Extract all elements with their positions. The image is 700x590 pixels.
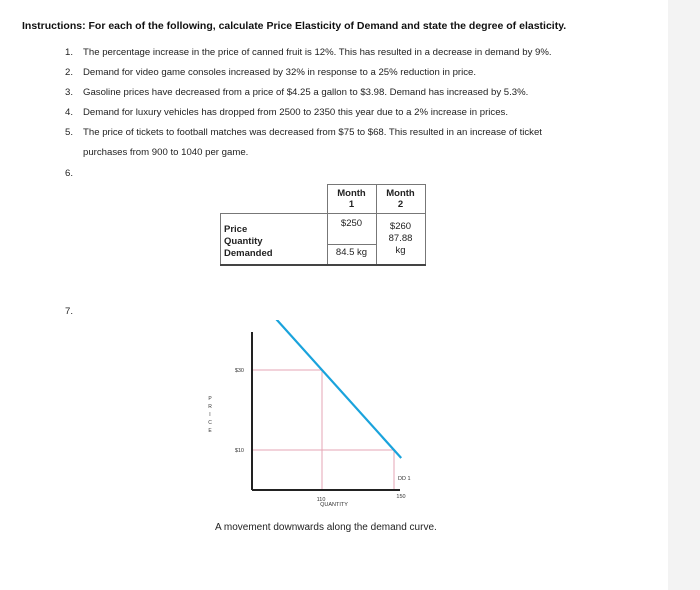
- y-label-letter: C: [208, 420, 212, 426]
- month-2-price: $260: [389, 221, 412, 232]
- y-label-letter: R: [208, 404, 212, 410]
- month-1-quantity: 84.5 kg: [328, 244, 376, 259]
- column-header-month-2: [376, 185, 425, 214]
- month-2-quantity-unit: kg: [395, 245, 406, 256]
- question-number: 7.: [65, 306, 74, 317]
- question-text: Demand for video game consoles increased by 32% in response to a 25% reduction in price.: [83, 67, 477, 78]
- month-1-price: $250: [340, 217, 363, 229]
- header-label: Month: [337, 188, 366, 199]
- question-number: 5.: [65, 127, 74, 138]
- question-text: Demand for luxury vehicles has dropped from 2500 to 2350 this year due to a 2% increase in prices.: [83, 107, 509, 118]
- header-number: 2: [397, 199, 404, 210]
- header-label: Month: [386, 188, 415, 199]
- table-corner-empty: [221, 185, 328, 214]
- question-number: 6.: [65, 168, 74, 179]
- chart-caption: A movement downwards along the demand curve.: [215, 522, 437, 533]
- column-header-month-1: [327, 185, 376, 214]
- month-2-quantity: 87.88: [388, 233, 413, 244]
- question-number: 3.: [65, 87, 74, 98]
- price-quantity-table: [220, 184, 426, 266]
- question-text-continued: purchases from 900 to 1040 per game.: [83, 147, 249, 158]
- y-label-letter: P: [208, 396, 212, 402]
- y-axis-label: [208, 396, 212, 434]
- row-label-price: Price: [224, 224, 248, 235]
- demand-curve-chart: [200, 320, 440, 515]
- y-tick-labels: [235, 368, 244, 454]
- question-text: The percentage increase in the price of canned fruit is 12%. This has resulted in a decrease in demand by 9%.: [83, 47, 552, 58]
- question-text: Gasoline prices have decreased from a price of $4.25 a gallon to $3.98. Demand has increased by 5.3%.: [83, 87, 529, 98]
- instructions-heading: Instructions: For each of the following, calculate Price Elasticity of Demand and state the degree of elasticity.: [22, 20, 567, 32]
- row-label-quantity: Quantity: [224, 236, 263, 247]
- question-number: 4.: [65, 107, 74, 118]
- header-number: 1: [348, 199, 355, 210]
- demand-curve-line: [270, 320, 401, 458]
- question-number: 2.: [65, 67, 74, 78]
- x-tick-label: 150: [396, 494, 406, 500]
- x-axis-label: QUANTITY: [320, 502, 348, 508]
- question-text: The price of tickets to football matches was decreased from $75 to $68. This resulted in an increase of ticket: [83, 127, 542, 138]
- x-tick-label: 110: [316, 497, 326, 503]
- y-label-letter: I: [209, 412, 211, 418]
- row-labels: [221, 214, 328, 266]
- month-1-values: [327, 214, 376, 266]
- question-number: 1.: [65, 47, 74, 58]
- y-tick-label: $30: [234, 368, 244, 374]
- guide-lines: [252, 370, 394, 490]
- page-gutter: [668, 0, 700, 590]
- y-label-letter: E: [208, 428, 212, 434]
- series-label-dd1: DD 1: [398, 476, 411, 482]
- y-tick-label: $10: [234, 448, 244, 454]
- month-2-values: [376, 214, 425, 266]
- row-label-demanded: Demanded: [224, 248, 273, 259]
